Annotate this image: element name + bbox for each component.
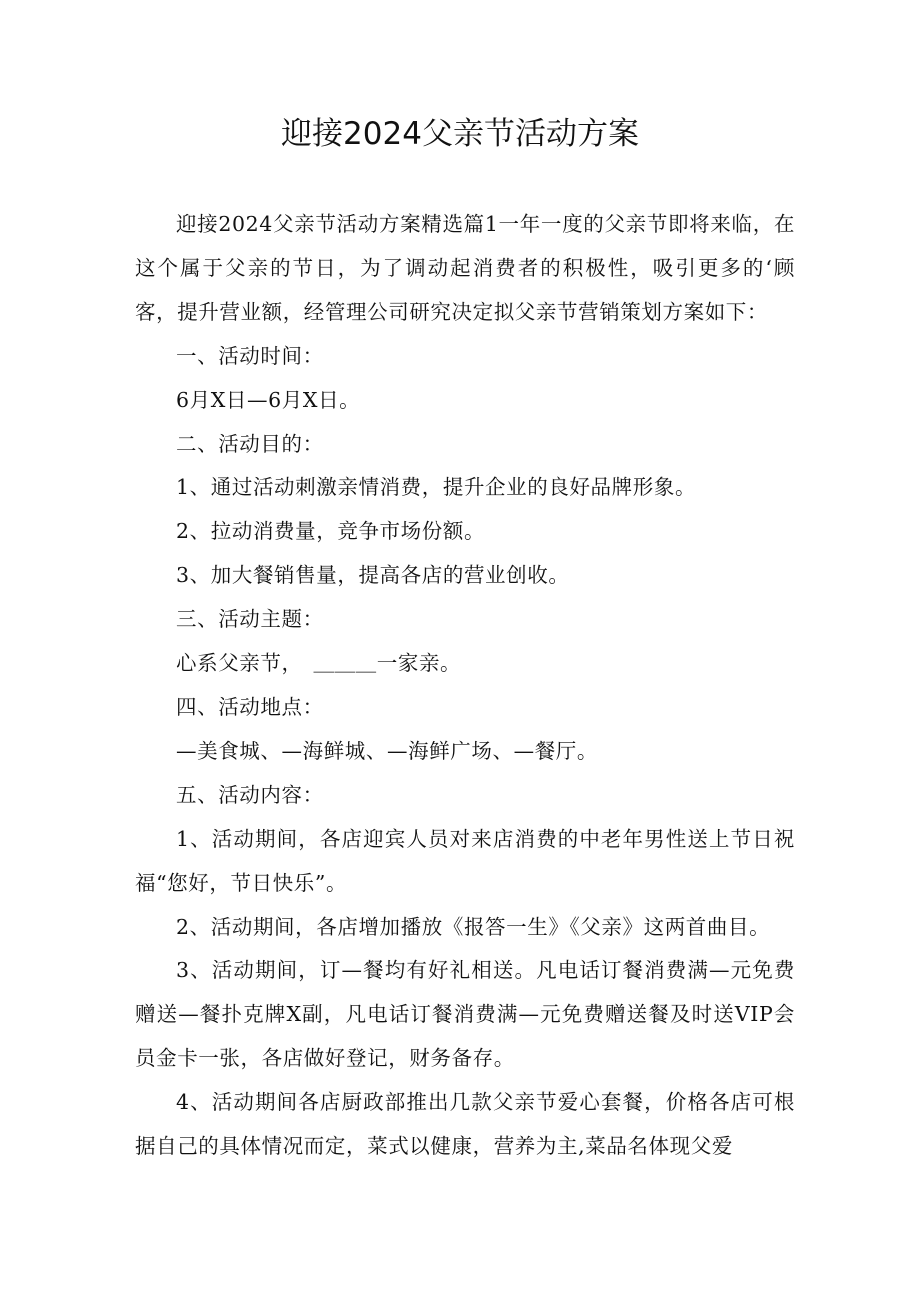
- content-item-3: 3、活动期间，订—餐均有好礼相送。凡电话订餐消费满—元免费赠送—餐扑克牌X副，凡电话订餐消费满—元免费赠送餐及时送VIP会员金卡一张，各店做好登记，财务备存。: [135, 958, 795, 1071]
- content-item-2: 2、活动期间，各店增加播放《报答一生》《父亲》这两首曲目。: [176, 914, 771, 939]
- paragraph-activity-time: 6月X日—6月X日。: [176, 387, 361, 412]
- heading-activity-theme: 三、活动主题：: [176, 607, 324, 632]
- content-item-1: 1、活动期间，各店迎宾人员对来店消费的中老年男性送上节日祝福“您好，节日快乐”。: [135, 826, 795, 895]
- paragraph-intro: 迎接2024父亲节活动方案精选篇1一年一度的父亲节即将来临，在这个属于父亲的节日，为了调动起消费者的积极性，吸引更多的‘顾客，提升营业额，经管理公司研究决定拟父亲节营销策划方案如下：: [135, 212, 795, 324]
- paragraph-activity-location: —美食城、—海鲜城、—海鲜广场、—餐厅。: [176, 738, 598, 763]
- document-body: [135, 203, 795, 1169]
- heading-activity-purpose: 二、活动目的：: [176, 431, 324, 456]
- heading-activity-location: 四、活动地点：: [176, 694, 324, 719]
- document-title: 迎接2024父亲节活动方案: [281, 116, 639, 152]
- heading-activity-time: 一、活动时间：: [176, 343, 324, 368]
- paragraph-activity-theme: 心系父亲节， ＿＿＿一家亲。: [176, 651, 462, 676]
- purpose-item-2: 2、拉动消费量，竞争市场份额。: [176, 519, 486, 544]
- content-item-4: 4、活动期间各店厨政部推出几款父亲节爱心套餐，价格各店可根据自己的具体情况而定，菜式以健康，营养为主,菜品名体现父爱: [135, 1090, 795, 1159]
- purpose-item-3: 3、加大餐销售量，提高各店的营业创收。: [176, 563, 570, 588]
- heading-activity-content: 五、活动内容：: [176, 782, 324, 807]
- purpose-item-1: 1、通过活动刺激亲情消费，提升企业的良好品牌形象。: [176, 475, 697, 500]
